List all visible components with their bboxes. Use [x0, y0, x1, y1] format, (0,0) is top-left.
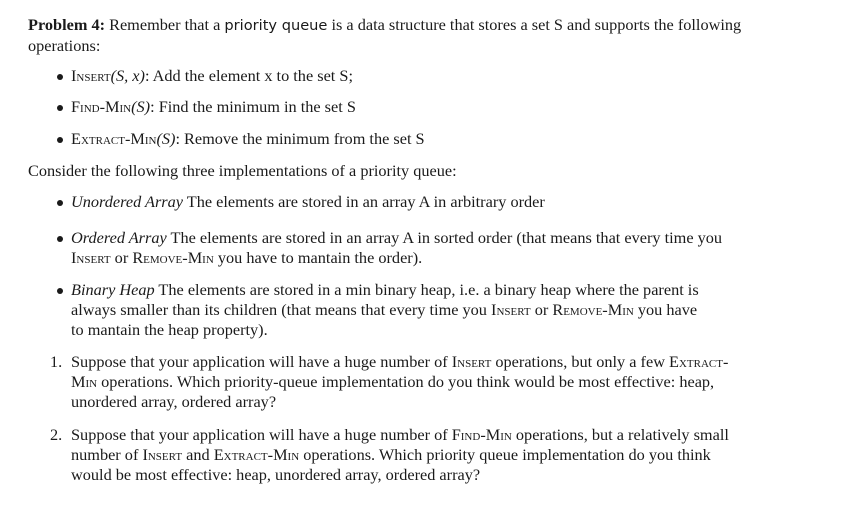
operation-desc: : Add the element x to the set S; — [144, 66, 353, 85]
operation-args: (S) — [156, 129, 176, 148]
operation-args: (S) — [131, 97, 151, 116]
bullet-icon — [57, 288, 63, 294]
question-text: Suppose that your application will have a huge number of — [71, 425, 452, 444]
impl-name: Binary Heap — [71, 280, 155, 299]
question-number: 2. — [50, 425, 63, 444]
op-ref: Min — [71, 372, 98, 391]
op-ref: Remove-Min — [552, 300, 634, 319]
impl-desc: or — [530, 300, 553, 319]
question-2-line-1 — [71, 425, 729, 445]
operation-args: (S, x) — [110, 66, 145, 85]
impl-desc: The elements are stored in a min binary heap, i.e. a binary heap where the parent is — [154, 280, 699, 299]
question-text: operations, but only a few — [491, 352, 670, 371]
impl-desc: you have to mantain the order). — [213, 248, 423, 267]
impl-desc: you have — [633, 300, 698, 319]
impl-name: Unordered Array — [71, 192, 183, 211]
impl-binary-heap-line-3: to mantain the heap property). — [71, 320, 268, 339]
question-text: operations. Which priority queue implementation do you think — [299, 445, 711, 464]
impl-desc: The elements are stored in an array A in arbitrary order — [183, 192, 545, 211]
impl-ordered-array-line-1 — [71, 228, 809, 248]
bullet-icon — [57, 105, 63, 111]
op-ref: Insert — [142, 445, 183, 464]
op-ref: Extract-Min — [213, 445, 300, 464]
impl-desc: or — [110, 248, 133, 267]
question-text: number of — [71, 445, 143, 464]
operation-name: Extract-Min — [71, 129, 157, 148]
operation-extract-min — [71, 129, 425, 149]
question-number: 1. — [50, 352, 63, 371]
operation-desc: : Find the minimum in the set S — [150, 97, 356, 116]
implementations-intro: Consider the following three implementations of a priority queue: — [28, 161, 457, 180]
problem-intro-text: Remember that a — [105, 15, 225, 34]
operation-desc: : Remove the minimum from the set S — [175, 129, 425, 148]
problem-label: Problem 4: — [28, 15, 106, 34]
question-text: operations, but a relatively small — [511, 425, 729, 444]
question-1-line-1 — [71, 352, 728, 372]
question-1-line-3: unordered array, ordered array? — [71, 392, 277, 411]
question-text: operations. Which priority-queue implementation do you think would be most effective: heap, — [97, 372, 715, 391]
bullet-icon — [57, 74, 63, 80]
impl-binary-heap-line-1 — [71, 280, 699, 300]
bullet-icon — [57, 200, 63, 206]
impl-desc: always smaller than its children (that means that every time you — [71, 300, 492, 319]
op-ref: Extract- — [669, 352, 729, 371]
op-ref: Insert — [71, 248, 111, 267]
question-2-line-3: would be most effective: heap, unordered array, ordered array? — [71, 465, 481, 484]
bullet-icon — [57, 236, 63, 242]
bullet-icon — [57, 137, 63, 143]
problem-statement-line-2: operations: — [28, 36, 101, 55]
priority-queue-term: priority queue — [224, 17, 328, 34]
operation-name: Find-Min — [71, 97, 132, 116]
operation-insert — [71, 66, 353, 86]
impl-name: Ordered Array — [71, 228, 167, 247]
question-1-line-2 — [71, 372, 714, 392]
impl-unordered-array — [71, 192, 545, 212]
impl-ordered-array-line-2 — [71, 248, 422, 268]
op-ref: Remove-Min — [132, 248, 214, 267]
op-ref: Insert — [451, 352, 492, 371]
question-text: and — [182, 445, 214, 464]
op-ref: Find-Min — [451, 425, 512, 444]
impl-binary-heap-line-2 — [71, 300, 697, 320]
question-2-line-2 — [71, 445, 711, 465]
op-ref: Insert — [491, 300, 531, 319]
problem-intro-text-2: is a data structure that stores a set S and supports the following — [327, 15, 742, 34]
operation-name: Insert — [71, 66, 111, 85]
problem-statement-line-1 — [28, 15, 810, 36]
operation-find-min — [71, 97, 356, 117]
question-text: Suppose that your application will have a huge number of — [71, 352, 452, 371]
impl-desc: The elements are stored in an array A in sorted order (that means that every time you — [166, 228, 723, 247]
